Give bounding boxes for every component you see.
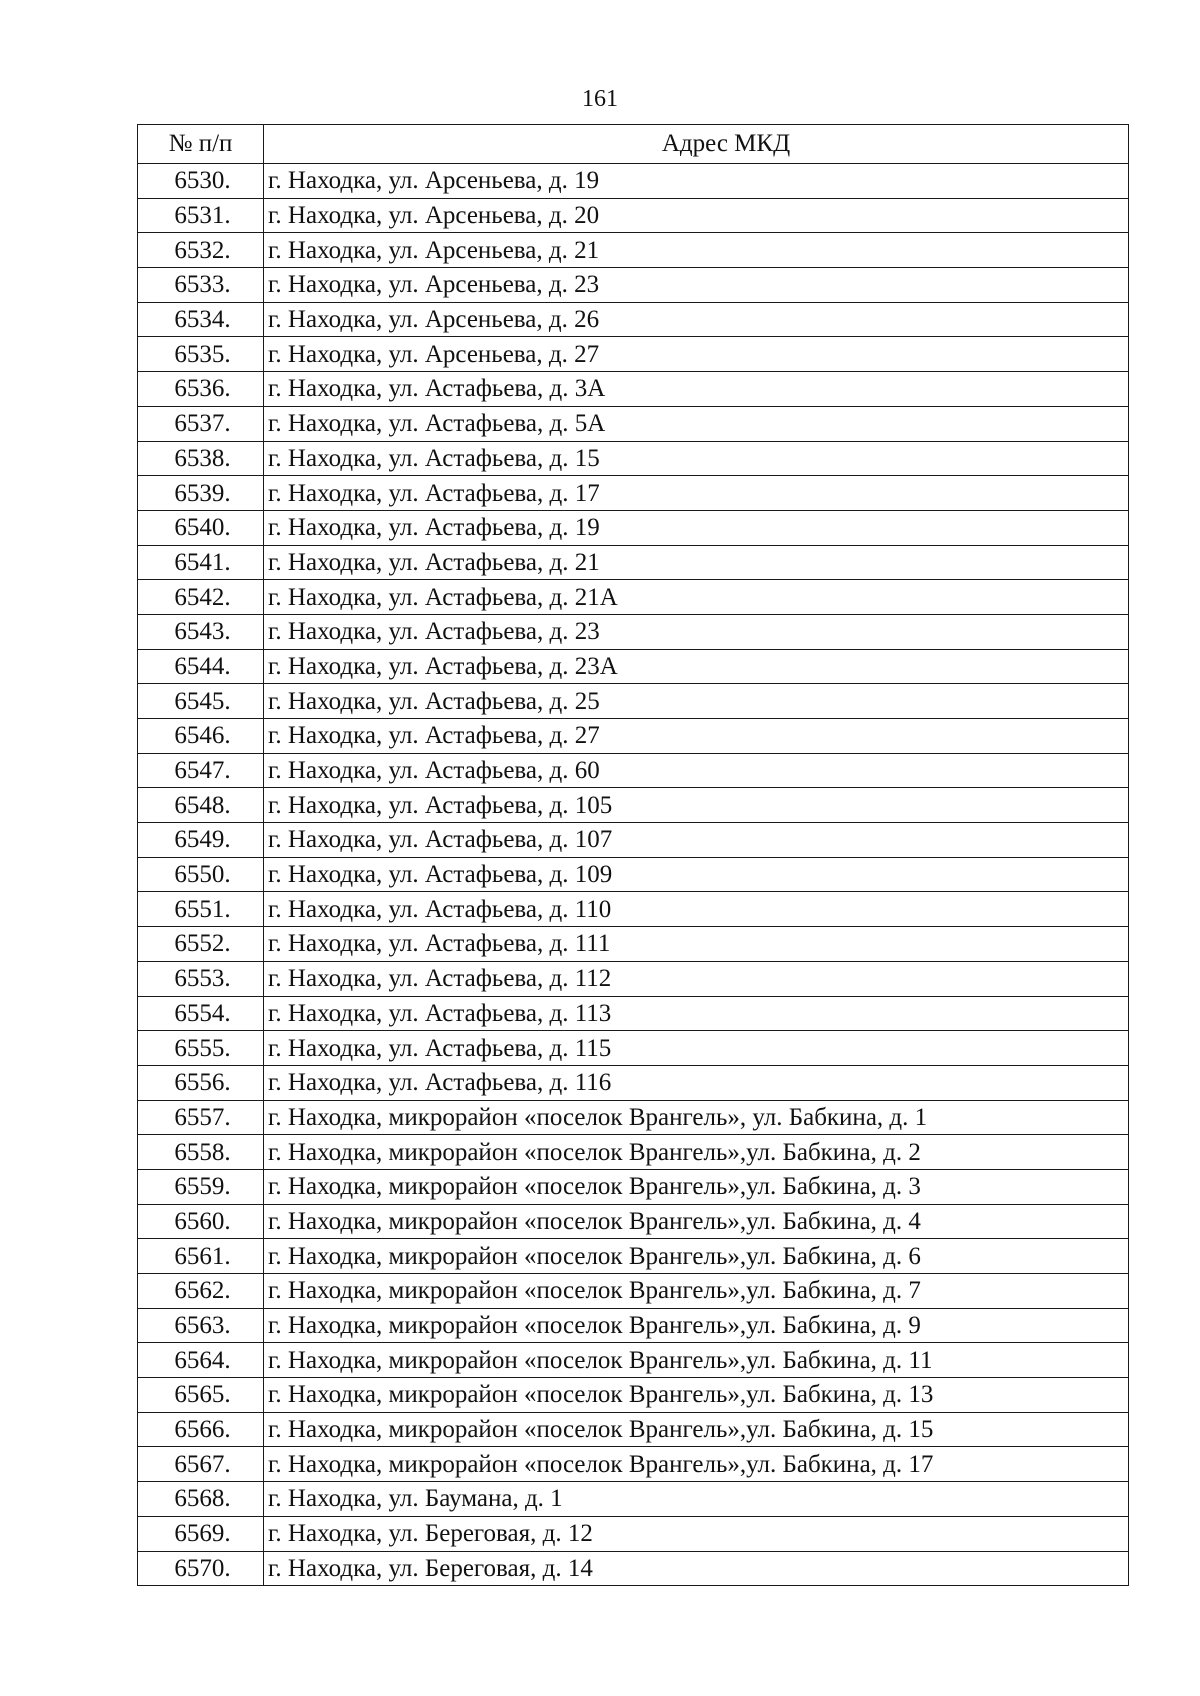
row-number: 6555.: [138, 1031, 264, 1066]
row-address: г. Находка, ул. Астафьева, д. 110: [264, 892, 1129, 927]
row-number: 6565.: [138, 1378, 264, 1413]
table-row: [138, 614, 1129, 649]
row-number: 6561.: [138, 1239, 264, 1274]
row-number: 6550.: [138, 857, 264, 892]
table-row: [138, 753, 1129, 788]
row-number: 6554.: [138, 996, 264, 1031]
table-row: [138, 857, 1129, 892]
row-number: 6531.: [138, 198, 264, 233]
row-number: 6545.: [138, 684, 264, 719]
table-row: [138, 302, 1129, 337]
row-address: г. Находка, ул. Астафьева, д. 112: [264, 961, 1129, 996]
row-address: г. Находка, микрорайон «поселок Врангель»,ул. Бабкина, д. 2: [264, 1135, 1129, 1170]
table-row: [138, 406, 1129, 441]
row-number: 6570.: [138, 1551, 264, 1586]
table-header-row: [138, 125, 1129, 164]
row-number: 6546.: [138, 719, 264, 754]
table-row: [138, 233, 1129, 268]
table-row: [138, 1343, 1129, 1378]
table-row: [138, 198, 1129, 233]
row-number: 6548.: [138, 788, 264, 823]
row-address: г. Находка, микрорайон «поселок Врангель»,ул. Бабкина, д. 4: [264, 1204, 1129, 1239]
row-number: 6549.: [138, 823, 264, 858]
row-address: г. Находка, ул. Астафьева, д. 105: [264, 788, 1129, 823]
row-address: г. Находка, ул. Арсеньева, д. 20: [264, 198, 1129, 233]
table-row: [138, 927, 1129, 962]
table-row: [138, 1169, 1129, 1204]
row-address: г. Находка, ул. Астафьева, д. 113: [264, 996, 1129, 1031]
row-number: 6533.: [138, 268, 264, 303]
row-number: 6536.: [138, 372, 264, 407]
row-address: г. Находка, ул. Астафьева, д. 23: [264, 614, 1129, 649]
row-number: 6564.: [138, 1343, 264, 1378]
row-number: 6556.: [138, 1065, 264, 1100]
row-address: г. Находка, ул. Арсеньева, д. 26: [264, 302, 1129, 337]
row-number: 6534.: [138, 302, 264, 337]
table-row: [138, 1551, 1129, 1586]
table-row: [138, 649, 1129, 684]
table-row: [138, 684, 1129, 719]
header-number: № п/п: [138, 125, 264, 164]
table-row: [138, 1482, 1129, 1517]
row-address: г. Находка, ул. Арсеньева, д. 21: [264, 233, 1129, 268]
row-address: г. Находка, микрорайон «поселок Врангель»,ул. Бабкина, д. 3: [264, 1169, 1129, 1204]
row-address: г. Находка, ул. Астафьева, д. 21А: [264, 580, 1129, 615]
row-address: г. Находка, микрорайон «поселок Врангель»,ул. Бабкина, д. 9: [264, 1308, 1129, 1343]
row-number: 6568.: [138, 1482, 264, 1517]
table-row: [138, 510, 1129, 545]
table-row: [138, 823, 1129, 858]
page-number: 161: [582, 86, 618, 112]
table-row: [138, 1031, 1129, 1066]
row-number: 6563.: [138, 1308, 264, 1343]
row-address: г. Находка, ул. Астафьева, д. 111: [264, 927, 1129, 962]
table-row: [138, 1135, 1129, 1170]
row-number: 6530.: [138, 164, 264, 199]
row-address: г. Находка, ул. Астафьева, д. 115: [264, 1031, 1129, 1066]
table-row: [138, 1378, 1129, 1413]
row-address: г. Находка, ул. Астафьева, д. 17: [264, 476, 1129, 511]
table-body: [138, 164, 1129, 1586]
table-row: [138, 892, 1129, 927]
table-row: [138, 1274, 1129, 1309]
row-address: г. Находка, ул. Арсеньева, д. 27: [264, 337, 1129, 372]
table-row: [138, 1204, 1129, 1239]
row-address: г. Находка, ул. Астафьева, д. 23А: [264, 649, 1129, 684]
row-number: 6547.: [138, 753, 264, 788]
table-row: [138, 580, 1129, 615]
table-row: [138, 1308, 1129, 1343]
row-number: 6539.: [138, 476, 264, 511]
row-number: 6560.: [138, 1204, 264, 1239]
row-address: г. Находка, ул. Астафьева, д. 19: [264, 510, 1129, 545]
row-address: г. Находка, микрорайон «поселок Врангель», ул. Бабкина, д. 1: [264, 1100, 1129, 1135]
row-number: 6537.: [138, 406, 264, 441]
table-row: [138, 961, 1129, 996]
row-address: г. Находка, ул. Астафьева, д. 15: [264, 441, 1129, 476]
row-address: г. Находка, ул. Арсеньева, д. 23: [264, 268, 1129, 303]
table-row: [138, 337, 1129, 372]
address-table: [137, 124, 1129, 1586]
row-number: 6552.: [138, 927, 264, 962]
row-address: г. Находка, микрорайон «поселок Врангель»,ул. Бабкина, д. 15: [264, 1412, 1129, 1447]
row-number: 6540.: [138, 510, 264, 545]
row-address: г. Находка, ул. Арсеньева, д. 19: [264, 164, 1129, 199]
row-address: г. Находка, ул. Астафьева, д. 5А: [264, 406, 1129, 441]
row-number: 6538.: [138, 441, 264, 476]
row-address: г. Находка, ул. Береговая, д. 14: [264, 1551, 1129, 1586]
row-number: 6569.: [138, 1516, 264, 1551]
table-row: [138, 719, 1129, 754]
row-address: г. Находка, микрорайон «поселок Врангель»,ул. Бабкина, д. 6: [264, 1239, 1129, 1274]
table-row: [138, 545, 1129, 580]
row-address: г. Находка, ул. Астафьева, д. 107: [264, 823, 1129, 858]
row-number: 6535.: [138, 337, 264, 372]
row-number: 6544.: [138, 649, 264, 684]
row-address: г. Находка, микрорайон «поселок Врангель»,ул. Бабкина, д. 7: [264, 1274, 1129, 1309]
row-number: 6541.: [138, 545, 264, 580]
row-number: 6542.: [138, 580, 264, 615]
table-row: [138, 476, 1129, 511]
row-number: 6558.: [138, 1135, 264, 1170]
row-number: 6543.: [138, 614, 264, 649]
row-number: 6551.: [138, 892, 264, 927]
address-table-container: [137, 124, 1128, 1586]
table-row: [138, 372, 1129, 407]
row-address: г. Находка, ул. Астафьева, д. 21: [264, 545, 1129, 580]
row-address: г. Находка, ул. Астафьева, д. 60: [264, 753, 1129, 788]
row-address: г. Находка, ул. Астафьева, д. 116: [264, 1065, 1129, 1100]
header-address: Адрес МКД: [264, 125, 1129, 164]
row-address: г. Находка, ул. Астафьева, д. 27: [264, 719, 1129, 754]
table-row: [138, 1447, 1129, 1482]
table-row: [138, 788, 1129, 823]
table-row: [138, 1239, 1129, 1274]
table-row: [138, 1412, 1129, 1447]
row-number: 6566.: [138, 1412, 264, 1447]
row-address: г. Находка, ул. Астафьева, д. 3А: [264, 372, 1129, 407]
row-number: 6567.: [138, 1447, 264, 1482]
row-address: г. Находка, микрорайон «поселок Врангель»,ул. Бабкина, д. 11: [264, 1343, 1129, 1378]
row-number: 6559.: [138, 1169, 264, 1204]
table-row: [138, 1100, 1129, 1135]
row-address: г. Находка, микрорайон «поселок Врангель»,ул. Бабкина, д. 13: [264, 1378, 1129, 1413]
row-address: г. Находка, ул. Астафьева, д. 109: [264, 857, 1129, 892]
row-number: 6532.: [138, 233, 264, 268]
row-address: г. Находка, ул. Баумана, д. 1: [264, 1482, 1129, 1517]
row-number: 6557.: [138, 1100, 264, 1135]
row-address: г. Находка, микрорайон «поселок Врангель»,ул. Бабкина, д. 17: [264, 1447, 1129, 1482]
row-number: 6562.: [138, 1274, 264, 1309]
table-row: [138, 268, 1129, 303]
table-row: [138, 164, 1129, 199]
table-row: [138, 1065, 1129, 1100]
row-address: г. Находка, ул. Береговая, д. 12: [264, 1516, 1129, 1551]
table-row: [138, 1516, 1129, 1551]
table-row: [138, 441, 1129, 476]
table-row: [138, 996, 1129, 1031]
row-address: г. Находка, ул. Астафьева, д. 25: [264, 684, 1129, 719]
row-number: 6553.: [138, 961, 264, 996]
